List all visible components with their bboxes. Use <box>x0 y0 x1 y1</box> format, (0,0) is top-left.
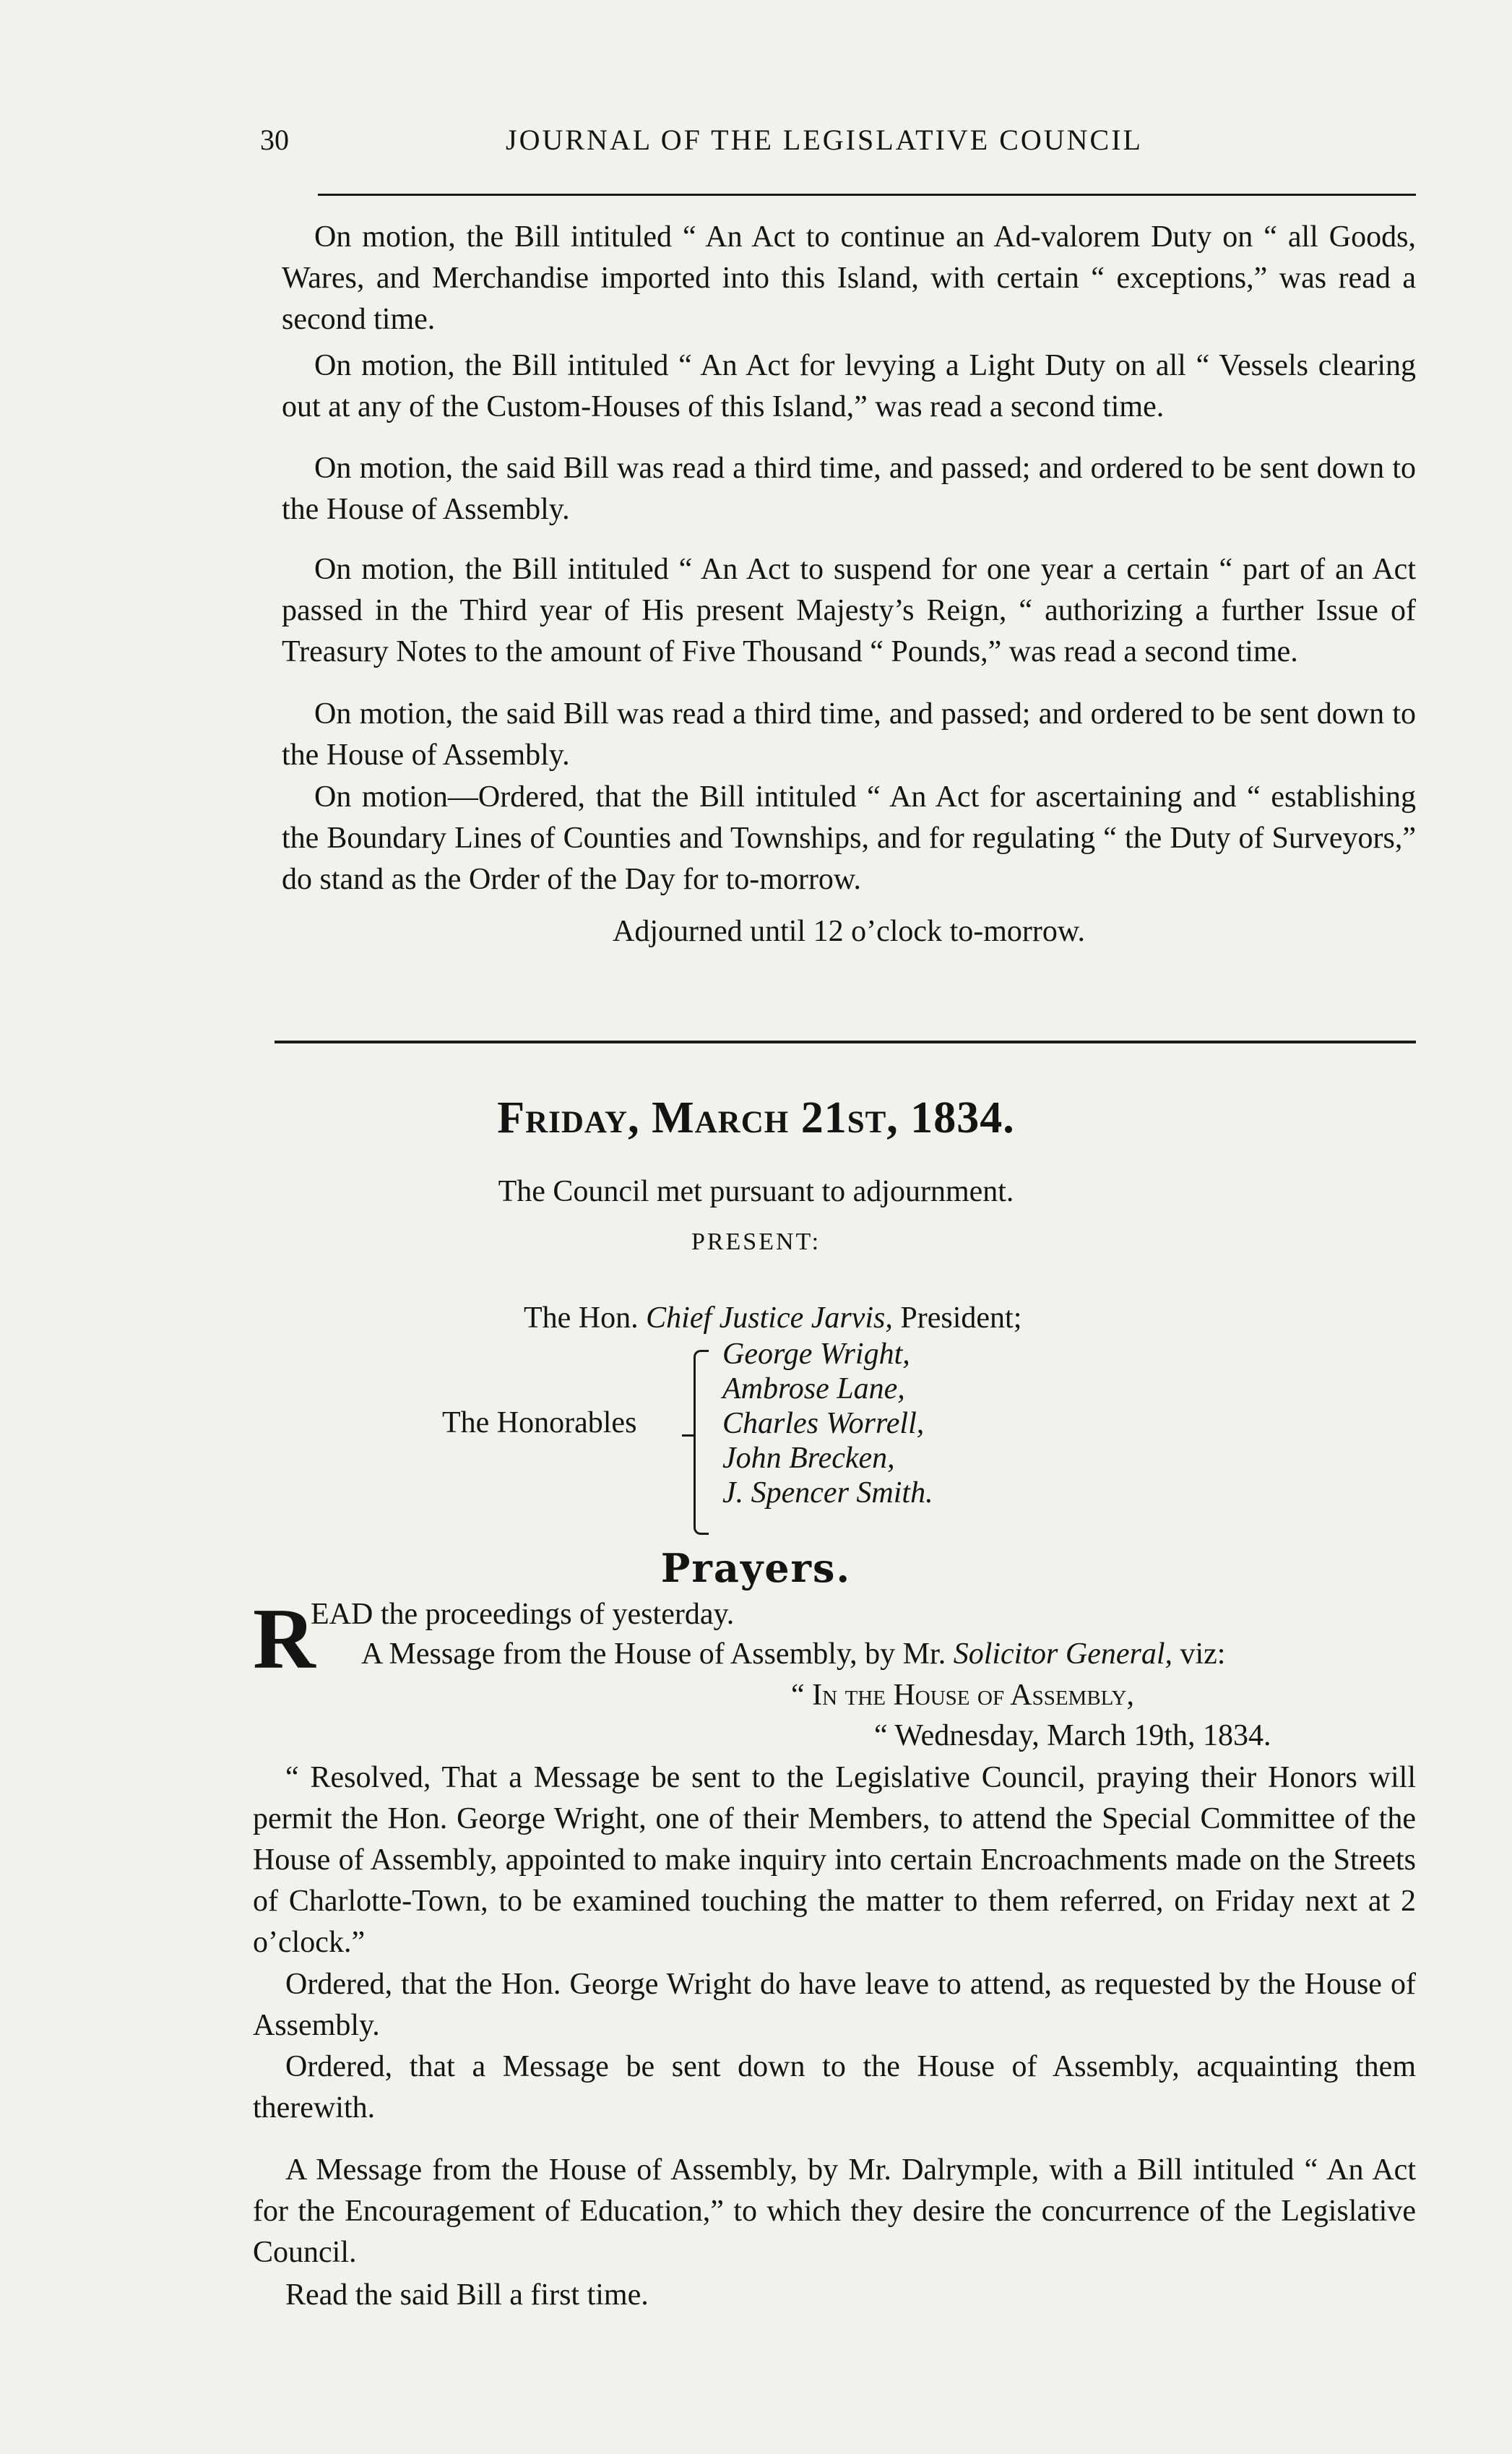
president-title: President; <box>900 1301 1022 1335</box>
member-name: J. Spencer Smith. <box>722 1476 933 1510</box>
house-heading-line: “ In the House of Assembly, <box>791 1679 1134 1712</box>
prayers-heading: Prayers. <box>660 1545 852 1591</box>
message-viz: viz: <box>1180 1637 1226 1671</box>
member-name: Ambrose Lane, <box>722 1372 905 1405</box>
page-number: 30 <box>260 124 289 156</box>
paragraph-light-duty-bill: On motion, the Bill intituled “ An Act for levying a Light Duty on all “ Vessels clearing out at any of the Custom-Houses of this Island,” was read a second time. <box>282 349 1416 423</box>
resolved-paragraph: “ Resolved, That a Message be sent to the Legislative Council, praying their Honors will permit the Hon. George Wright, one of their Members, to attend the Special Committee of the House of Assembly, appointed to make inquiry into certain Encroachments made on the Streets of Charlotte-Town, to be examined touching the matter to them referred, on Friday next at 2 o’clock.” <box>253 1761 1416 1959</box>
paragraph-light-duty-passed: On motion, the said Bill was read a third time, and passed; and ordered to be sent down to the House of Assembly. <box>282 452 1416 526</box>
paragraph-boundary-lines-order: On motion—Ordered, that the Bill intituled “ An Act for ascertaining and “ establishing the Boundary Lines of Counties and Townships, and for regulating “ the Duty of Surveyors,” do stand as the Order of the Day for to-morrow. <box>282 780 1416 896</box>
ordered-leave-paragraph: Ordered, that the Hon. George Wright do have leave to attend, as requested by the House of Assembly. <box>253 1968 1416 2042</box>
member-name: George Wright, <box>722 1338 910 1371</box>
message-intro: A Message from the House of Assembly, by Mr. <box>361 1637 946 1671</box>
president-prefix: The Hon. <box>524 1301 639 1335</box>
adjourned-line: Adjourned until 12 o’clock to-morrow. <box>613 915 1085 948</box>
ordered-message-paragraph: Ordered, that a Message be sent down to the House of Assembly, acquainting them therewith. <box>253 2050 1416 2124</box>
president-name: Chief Justice Jarvis, <box>646 1301 893 1335</box>
honorables-label: The Honorables <box>442 1406 637 1439</box>
first-reading-line: Read the said Bill a first time. <box>285 2278 649 2312</box>
president-line <box>524 1301 1021 1335</box>
member-name: John Brecken, <box>722 1442 895 1475</box>
members-brace-tip <box>682 1434 694 1437</box>
drop-cap: R <box>253 1590 316 1687</box>
house-date-line: “ Wednesday, March 19th, 1834. <box>874 1719 1271 1752</box>
date-heading: Friday, March 21st, 1834. <box>497 1093 1015 1142</box>
members-brace <box>694 1350 709 1535</box>
section-divider-rule <box>275 1041 1416 1043</box>
message-by: Solicitor General, <box>953 1637 1172 1671</box>
council-met-line: The Council met pursuant to adjournment. <box>498 1175 1014 1208</box>
paragraph-treasury-notes-passed: On motion, the said Bill was read a third time, and passed; and ordered to be sent down to the House of Assembly. <box>282 697 1416 772</box>
header-rule <box>318 194 1416 196</box>
read-proceedings-line: EAD the proceedings of yesterday. <box>311 1598 735 1631</box>
education-bill-message: A Message from the House of Assembly, by Mr. Dalrymple, with a Bill intituled “ An Act for the Encouragement of Education,” to which they desire the concurrence of the Legislative Council. <box>253 2153 1416 2269</box>
running-head: JOURNAL OF THE LEGISLATIVE COUNCIL <box>506 124 1143 156</box>
message-from-assembly-line <box>361 1637 1225 1671</box>
paragraph-treasury-notes-bill: On motion, the Bill intituled “ An Act to suspend for one year a certain “ part of an Act passed in the Third year of His present Majesty’s Reign, “ authorizing a further Issue of Treasury Notes to the amount of Five Thousand “ Pounds,” was read a second time. <box>282 553 1416 668</box>
paragraph-ad-valorem-bill: On motion, the Bill intituled “ An Act to continue an Ad-valorem Duty on “ all Goods, Wares, and Merchandise imported into this Island, with certain “ exceptions,” was read a second time. <box>282 220 1416 336</box>
present-label: PRESENT: <box>691 1228 821 1255</box>
member-name: Charles Worrell, <box>722 1407 925 1440</box>
page-header <box>260 123 1430 166</box>
